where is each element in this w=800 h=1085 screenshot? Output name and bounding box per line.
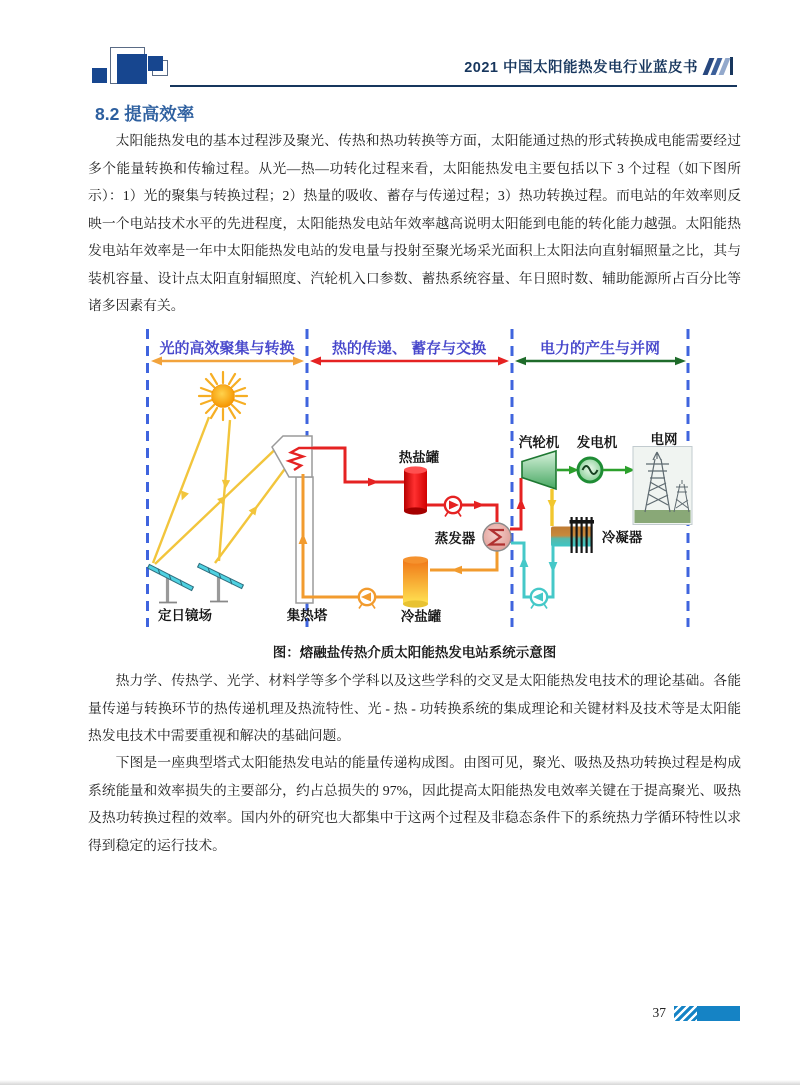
- zone-arrow-red: [310, 357, 509, 366]
- label-evaporator: 蒸发器: [434, 531, 476, 546]
- label-generator: 发电机: [576, 435, 618, 450]
- cold-salt-pump: [359, 589, 375, 609]
- zone-label-heat-transfer: 热的传递、 蓄存与交换: [331, 340, 487, 357]
- section-heading: 8.2 提高效率: [95, 104, 195, 124]
- cold-salt-tank: [403, 556, 428, 607]
- header-slashes-icon: [706, 57, 733, 75]
- paragraph-3: 下图是一座典型塔式太阳能热发电站的能量传递构成图。由图可见，聚光、吸热及热功转换过程是构成系统能量和效率损失的主要部分，约占总损失的 97%，因此提高太阳能热发电效率关键在于提高聚光、吸热及热功转换过程的效率。国内外的研究也大都集中于这两个过程及非稳态条件下的系统热力学循环特性以求得到稳定的运行技术。: [88, 755, 741, 853]
- pipe-pump-to-evaporator-water: [511, 543, 530, 597]
- logo-square-big: [117, 54, 147, 84]
- booklet-title: 2021 中国太阳能热发电行业蓝皮书: [464, 60, 698, 76]
- pipe-condenser-to-pump: [548, 546, 553, 597]
- header-rule: [170, 85, 737, 87]
- label-heliostat-field: 定日镜场: [158, 608, 212, 623]
- label-grid: 电网: [650, 432, 678, 447]
- light-rays: [153, 417, 287, 564]
- footer-bar-hatch-icon: [674, 1006, 697, 1021]
- logo-square-small-right: [148, 56, 163, 71]
- zone-arrow-orange: [151, 357, 304, 366]
- grid-image: [633, 447, 692, 525]
- arrow-hot-right-1: [368, 478, 379, 486]
- figure-caption: 图：熔融盐传热介质太阳能热发电站系统示意图: [272, 645, 557, 660]
- hot-salt-pump: [445, 497, 461, 517]
- page-bottom-edge: [0, 1080, 800, 1085]
- pipe-evaporator-to-cold-tank: [430, 551, 497, 570]
- arrow-condensate-down: [549, 562, 558, 573]
- light-ray-arrows: [178, 480, 261, 516]
- paragraph-2: 热力学、传热学、光学、材料学等多个学科以及这些学科的交叉是太阳能热发电技术的理论基础。各能量传递与转换环节的热传递机理及热流特性、光 - 热 - 功转换系统的集成理论和关键材料及技术等是太阳能热发电技术中需要重视和解决的基础问题。: [88, 673, 741, 743]
- condensate-pump: [531, 589, 547, 609]
- pipe-receiver-to-hot-tank: [313, 448, 404, 482]
- condenser: [551, 517, 594, 553]
- label-condenser: 冷凝器: [601, 530, 643, 545]
- logo-square-small-left: [92, 68, 107, 83]
- steam-turbine: [522, 451, 556, 489]
- pipe-pump-to-evaporator: [461, 505, 497, 522]
- label-turbine: 汽轮机: [518, 435, 560, 450]
- label-cold-tank: 冷盐罐: [400, 609, 442, 624]
- zone-arrow-green: [515, 357, 686, 365]
- generator: [578, 458, 602, 482]
- zone-label-concentration: 光的高效聚集与转换: [159, 340, 295, 357]
- page-number: 37: [652, 1005, 666, 1020]
- evaporator: [483, 523, 511, 551]
- label-tower: 集热塔: [286, 608, 328, 623]
- arrow-condensate-up: [520, 556, 529, 567]
- hot-salt-tank: [404, 466, 427, 514]
- heliostat-1: [148, 566, 193, 603]
- arrow-cold-left: [451, 566, 462, 574]
- label-hot-tank: 热盐罐: [398, 450, 440, 465]
- arrow-steam-down: [548, 500, 557, 510]
- footer-bar: [674, 1006, 740, 1021]
- sun-icon: [199, 372, 247, 420]
- paragraph-1: 太阳能热发电的基本过程涉及聚光、传热和热功转换等方面，太阳能通过热的形式转换成电能需要经过多个能量转换和传输过程。从光—热—功转化过程来看，太阳能热发电主要包括以下 3 个过程（如下图所示）：1）光的聚集与转换过程；2）热量的吸收、蓄存与传递过程；3）热功转换过程。而电站的年效率则反映一个电站技术水平的先进程度，太阳能热发电站年效率越高说明太阳能到电能的转化能力越强。太阳能热发电站年效率是一年中太阳能热发电站的发电量与投射至聚光场采光面积上太阳法向直射辐照量之比，其与装机容量、设计点太阳直射辐照度、汽轮机入口参数、蓄热系统容量、年日照时数、辅助能源所占百分比等诸多因素有关。: [88, 133, 741, 313]
- arrow-steam-up: [517, 498, 526, 509]
- system-diagram: [136, 324, 702, 632]
- arrow-hot-right-2: [474, 501, 485, 509]
- heliostat-2: [198, 565, 243, 602]
- zone-label-power: 电力的产生与并网: [539, 340, 661, 357]
